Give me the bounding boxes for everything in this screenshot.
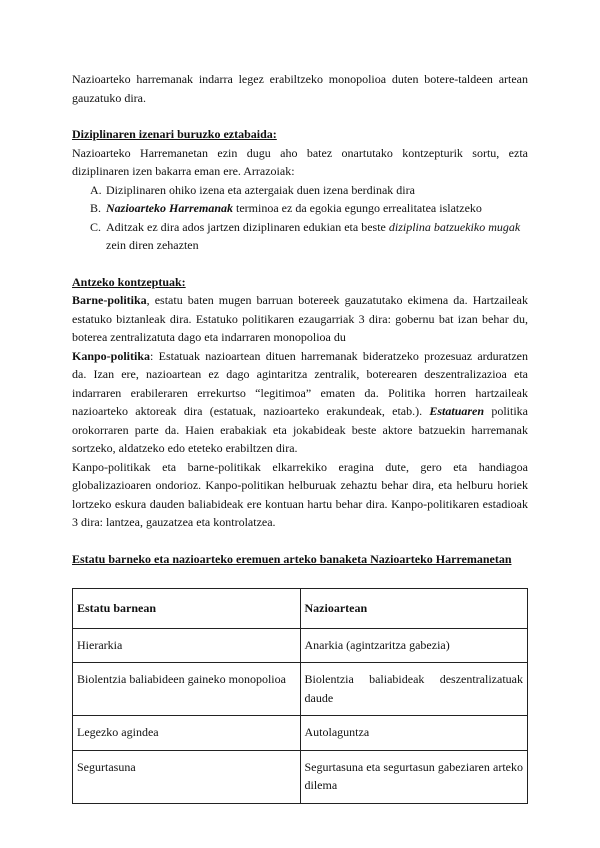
section-heading-similar-concepts: Antzeko kontzeptuak: — [72, 274, 186, 289]
table-header-row — [73, 589, 528, 629]
intro-paragraph: Nazioarteko harremanak indarra legez erabiltzeko monopolioa duten botere-taldeen artean gauzatuko dira. — [72, 72, 528, 105]
table-cell: Biolentzia baliabideen gaineko monopolioa — [73, 663, 301, 716]
table-cell: Segurtasuna eta segurtasun gabeziaren arteko dilema — [300, 750, 528, 803]
list-item-text: terminoa ez da egokia egungo errealitatea islatzeko — [233, 201, 482, 215]
list-item — [72, 181, 528, 200]
emphasis-term: Nazioarteko Harremanak — [106, 201, 234, 215]
table-row — [73, 663, 528, 716]
table-cell: Anarkia (agintzaritza gabezia) — [300, 628, 528, 663]
column-header-domestic: Estatu barnean — [73, 589, 301, 629]
term-domestic-policy: Barne-politika — [72, 293, 147, 307]
table-cell: Autolaguntza — [300, 716, 528, 751]
list-marker: A. — [90, 182, 102, 197]
table-row — [73, 716, 528, 751]
emphasis-phrase: diziplina batzuekiko mugak — [388, 219, 521, 234]
document-page — [72, 70, 528, 804]
column-header-international: Nazioartean — [300, 589, 528, 629]
table-row — [73, 750, 528, 803]
table-cell: Biolentzia baliabideak deszentralizatuak daude — [300, 663, 528, 716]
table-row — [73, 628, 528, 663]
foreign-policy-paragraph: Kanpo-politika: Estatuak nazioartean dituen harremanak bideratzeko prozesuaz arduratzen da. Izan ere, nazioartean ez dago agintaritza zentralik, boterearen deszentralizazioa eta indarraren erabileraren errekurtso “legitimoa” ematen da. Politika horren hartzaileak nazioarteko aktoreak dira (estatuak, nazioarteko erakundeak, etab.). Estatuaren politika orokorraren parte da. Haien erabakiak eta jokabideak beste aktore batzuekin harremanak sortzeko, aldatzeko edo eteteko erabiltzen dira. — [72, 348, 528, 455]
domestic-policy-paragraph: Barne-politika, estatu baten mugen barruan botereek gauzatutako ekimena da. Hartzaileak estatuko biztanleak dira. Estatuko politikaren ezaugarriak 3 dira: gobernu bat izan behar du, boterea zentralizatuta dago eta indarraren monopolioa du — [72, 293, 528, 344]
list-item — [72, 199, 528, 218]
list-item — [72, 218, 528, 255]
reasons-list — [72, 181, 528, 255]
term-foreign-policy: Kanpo-politika — [72, 348, 151, 363]
list-marker: C. — [90, 219, 102, 234]
table-cell: Segurtasuna — [73, 750, 301, 803]
list-item-text: Aditzak ez dira ados jartzen diziplinaren edukian eta beste — [106, 219, 389, 234]
discipline-paragraph: Nazioarteko Harremanetan ezin dugu aho batez onartutako kontzepturik sortu, ezta diziplinaren izen bakarra eman ere. Arrazoiak: — [72, 145, 528, 178]
list-marker: B. — [90, 201, 102, 215]
table-cell: Hierarkia — [73, 628, 301, 663]
comparison-table — [72, 588, 528, 804]
list-item-text: Diziplinaren ohiko izena eta aztergaiak duen izena berdinak dira — [106, 182, 415, 197]
table-cell: Legezko agindea — [73, 716, 301, 751]
section-heading-discipline-name: Diziplinaren izenari buruzko eztabaida: — [72, 127, 277, 141]
section-heading-division: Estatu barneko eta nazioarteko eremuen arteko banaketa Nazioarteko Harremanetan — [72, 551, 512, 566]
list-item-text-after: zein diren zehazten — [106, 238, 199, 252]
interaction-paragraph: Kanpo-politikak eta barne-politikak elkarrekiko eragina dute, gero eta handiagoa globalizazioaren ondorioz. Kanpo-politikan helburuak zehaztu behar dira, eta helburu horiek lortzeko eskura dauden baliabideak ere kontuan hartu behar dira. Kanpo-politikaren estadioak 3 dira: lantzea, gauzatzea eta kontrolatzea. — [72, 459, 528, 529]
term-state: Estatuaren — [429, 404, 485, 418]
